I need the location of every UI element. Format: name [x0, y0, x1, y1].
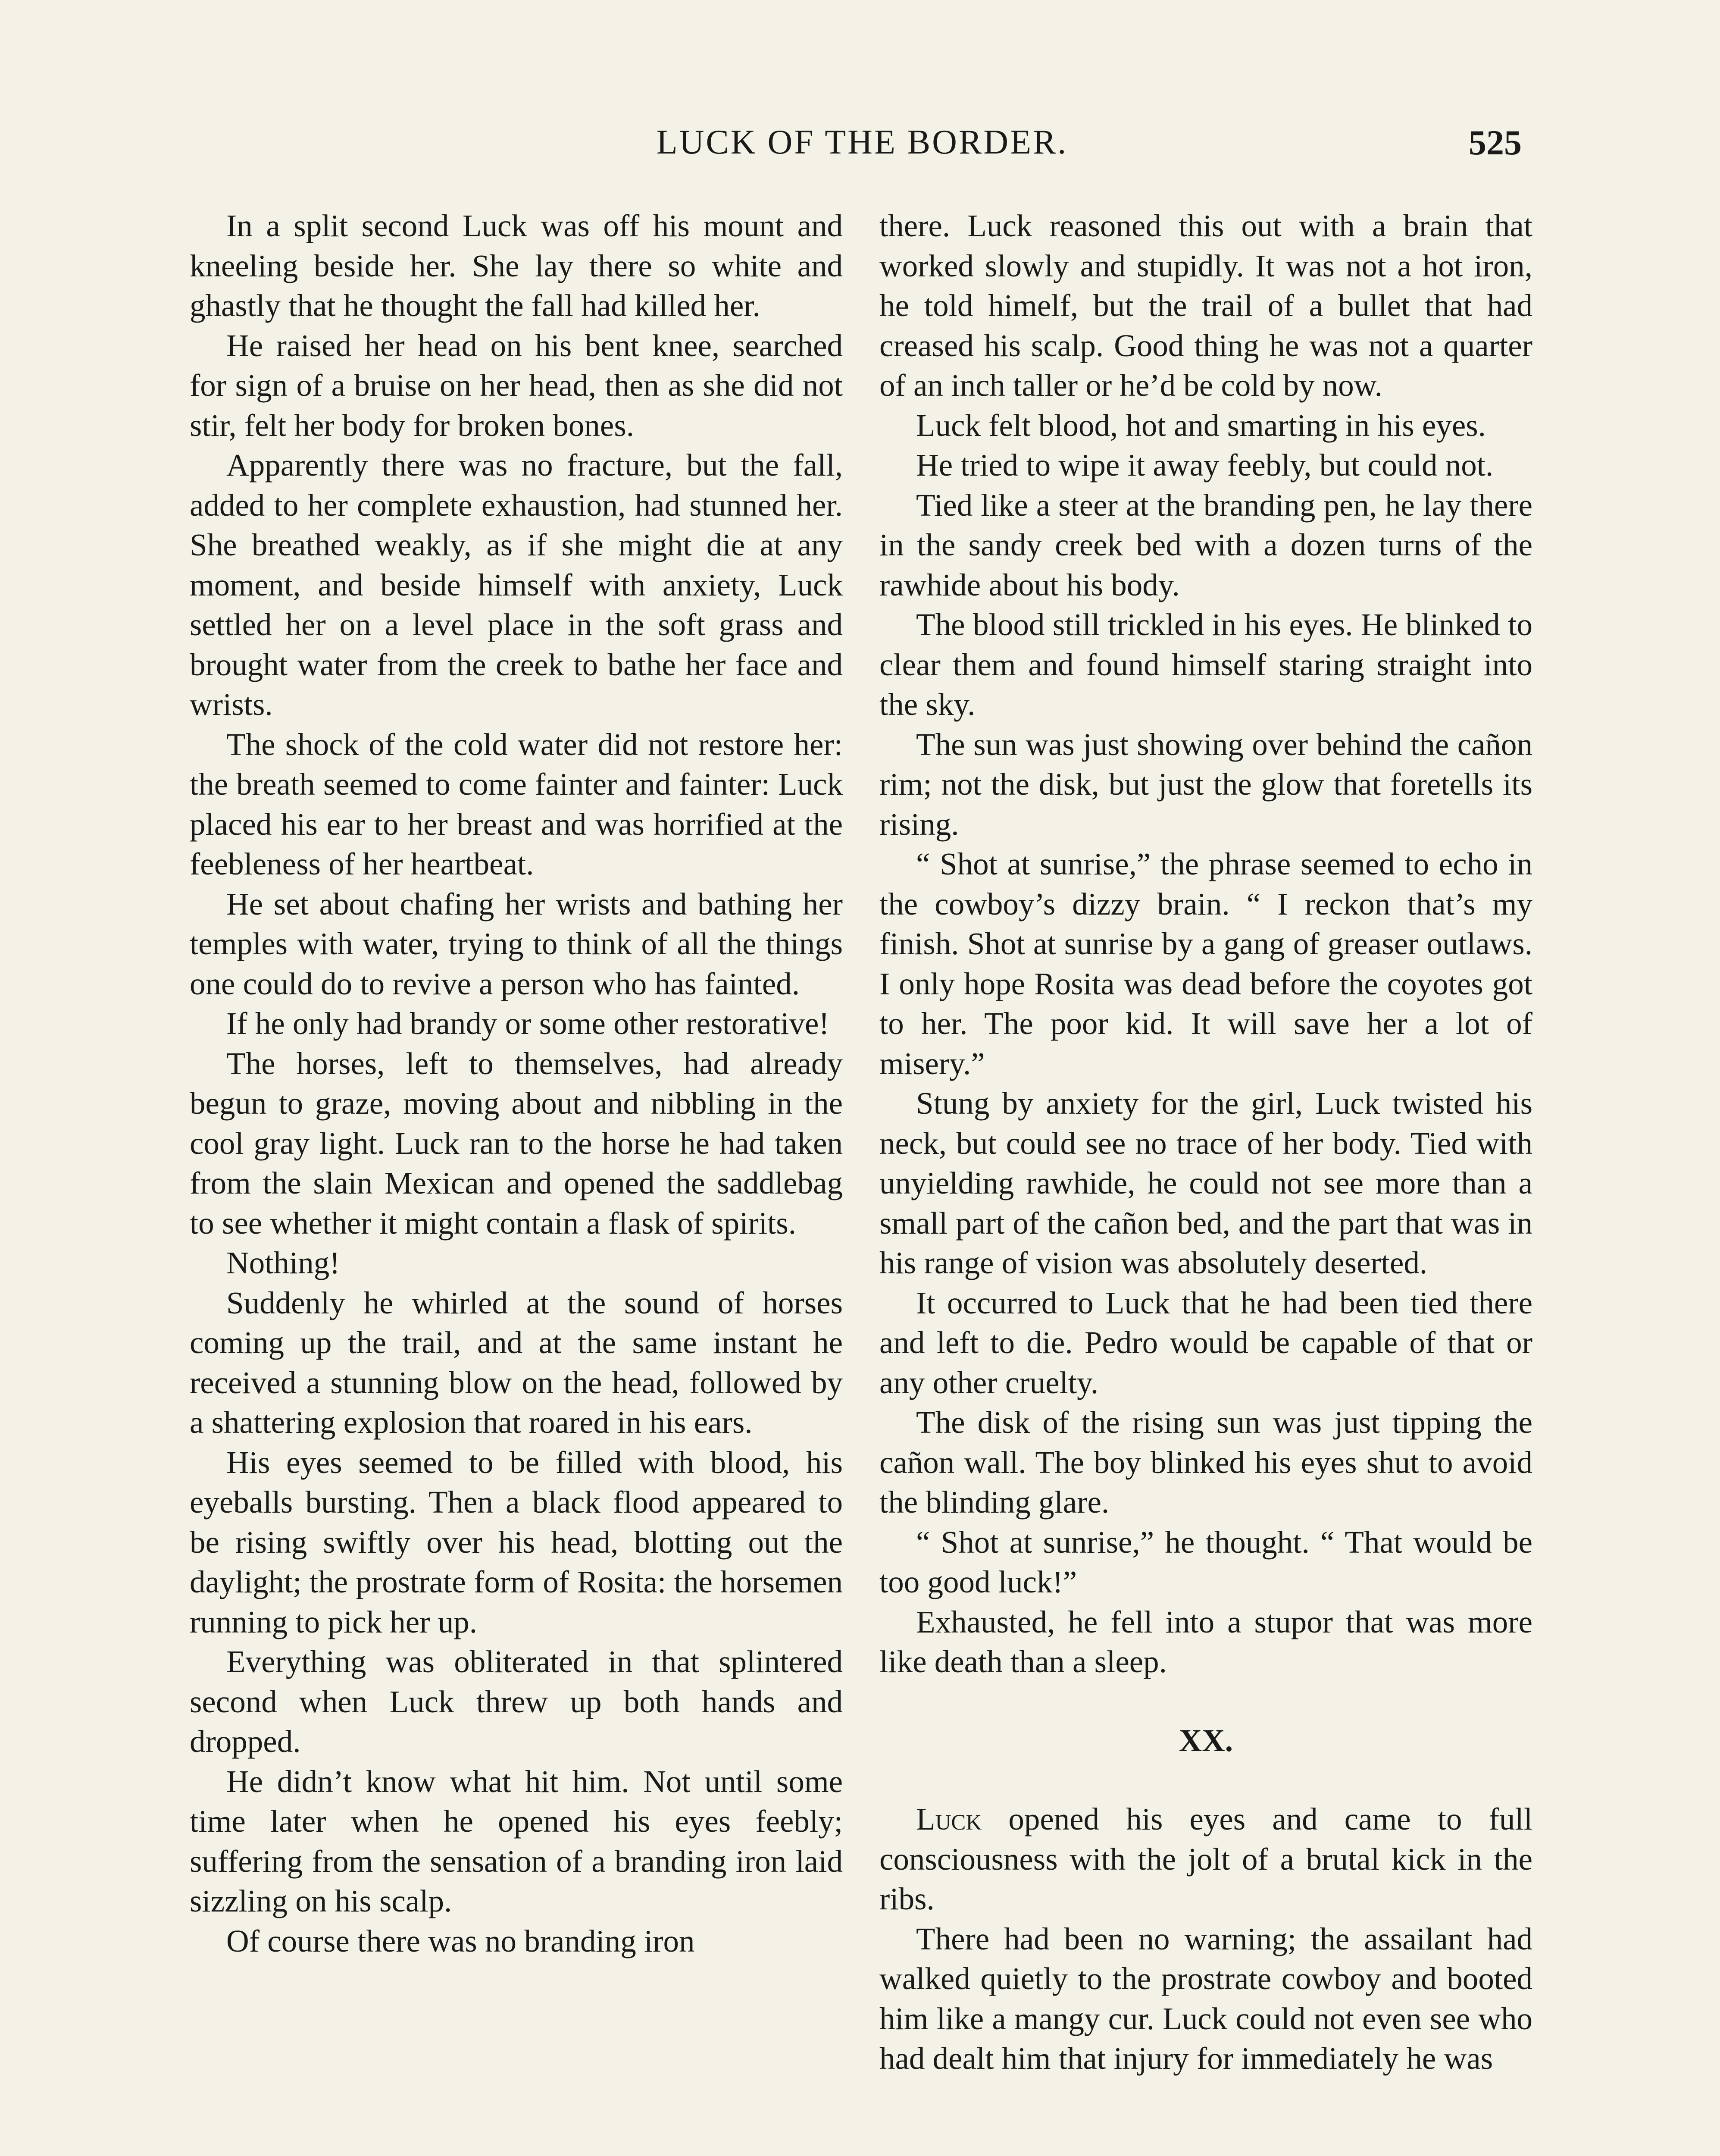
paragraph: Apparently there was no fracture, but the fall, added to her complete exhaustion, had stunned her. She breathed weakly, as if she might die at any moment, and beside himself with anxiety, Luck settled her on a level place in the soft grass and brought water from the creek to bathe her face and wrists.	[190, 448, 843, 722]
paragraph: If he only had brandy or some other restorative!	[226, 1006, 829, 1041]
paragraph: Everything was obliterated in that splintered second when Luck threw up both hands and dropped.	[190, 1644, 843, 1759]
paragraph: The disk of the rising sun was just tipping the cañon wall. The boy blinked his eyes shut to avoid the blinding glare.	[879, 1405, 1532, 1520]
paragraph: “ Shot at sunrise,” he thought. “ That would be too good luck!”	[879, 1524, 1532, 1599]
paragraph: “ Shot at sunrise,” the phrase seemed to echo in the cowboy’s dizzy brain. “ I reckon that’s my finish. Shot at sunrise by a gang of greaser outlaws. I only hope Rosita was dead before the coyotes got to her. The poor kid. It will save her a lot of misery.”	[879, 846, 1532, 1081]
paragraph: He didn’t know what hit him. Not until some time later when he opened his eyes feebly; suffering from the sensation of a branding iron laid sizzling on his scalp.	[190, 1764, 843, 1918]
right-text-column	[879, 206, 1532, 2079]
paragraph: The shock of the cold water did not restore her: the breath seemed to come fainter and fainter: Luck placed his ear to her breast and was horrified at the feebleness of her heartbeat.	[190, 727, 843, 881]
paragraph: The horses, left to themselves, had already begun to graze, moving about and nibbling in the cool gray light. Luck ran to the horse he had taken from the slain Mexican and opened the saddlebag to see whether it might contain a flask of spirits.	[190, 1046, 843, 1241]
paragraph: His eyes seemed to be filled with blood, his eyeballs bursting. Then a black flood appeared to be rising swiftly over his head, blotting out the daylight; the prostrate form of Rosita: the horsemen running to pick her up.	[190, 1445, 843, 1639]
paragraph: Stung by anxiety for the girl, Luck twisted his neck, but could see no trace of her body. Tied with unyielding rawhide, he could not see more than a small part of the cañon bed, and the part that was in his range of vision was absolutely deserted.	[879, 1086, 1532, 1280]
paragraph: He tried to wipe it away feebly, but could not.	[916, 448, 1494, 483]
paragraph: Exhausted, he fell into a stupor that was more like death than a sleep.	[879, 1604, 1532, 1679]
paragraph: It occurred to Luck that he had been tied there and left to die. Pedro would be capable of that or any other cruelty.	[879, 1285, 1532, 1400]
chapter-opening-paragraph	[879, 1799, 1532, 1919]
chapter-heading: XX.	[1179, 1723, 1233, 1758]
paragraph: In a split second Luck was off his mount and kneeling beside her. She lay there so white and ghastly that he thought the fall had killed her.	[190, 208, 843, 323]
continued-paragraph: there. Luck reasoned this out with a brain that worked slowly and stupidly. It was not a hot iron, he told himelf, but the trail of a bullet that had creased his scalp. Good thing he was not a quarter of an inch taller or he’d be cold by now.	[879, 208, 1532, 403]
chapter-first-paragraph-text: opened his eyes and came to full consciousness with the jolt of a brutal kick in the ribs.	[879, 1802, 1532, 1916]
left-text-column	[190, 206, 843, 1961]
paragraph: Nothing!	[226, 1245, 340, 1280]
chapter-first-word: Luck	[916, 1802, 982, 1836]
paragraph: He raised her head on his bent knee, searched for sign of a bruise on her head, then as she did not stir, felt her body for broken bones.	[190, 328, 843, 443]
paragraph: Tied like a steer at the branding pen, he lay there in the sandy creek bed with a dozen turns of the rawhide about his body.	[879, 487, 1532, 602]
paragraph: Luck felt blood, hot and smarting in his eyes.	[916, 407, 1486, 443]
page-number: 525	[1469, 123, 1522, 162]
paragraph: The sun was just showing over behind the cañon rim; not the disk, but just the glow that foretells its rising.	[879, 727, 1532, 842]
paragraph: He set about chafing her wrists and bathing her temples with water, trying to think of all the things one could do to revive a person who has fainted.	[190, 886, 843, 1001]
paragraph: Suddenly he whirled at the sound of horses coming up the trail, and at the same instant he received a stunning blow on the head, followed by a shattering explosion that roared in his ears.	[190, 1285, 843, 1440]
paragraph: There had been no warning; the assailant had walked quietly to the prostrate cowboy and booted him like a mangy cur. Luck could not even see who had dealt him that injury for immediately he was	[879, 1921, 1532, 2076]
running-header-title: LUCK OF THE BORDER.	[656, 123, 1068, 161]
paragraph: Of course there was no branding iron	[226, 1923, 695, 1959]
paragraph: The blood still trickled in his eyes. He blinked to clear them and found himself staring straight into the sky.	[879, 607, 1532, 722]
